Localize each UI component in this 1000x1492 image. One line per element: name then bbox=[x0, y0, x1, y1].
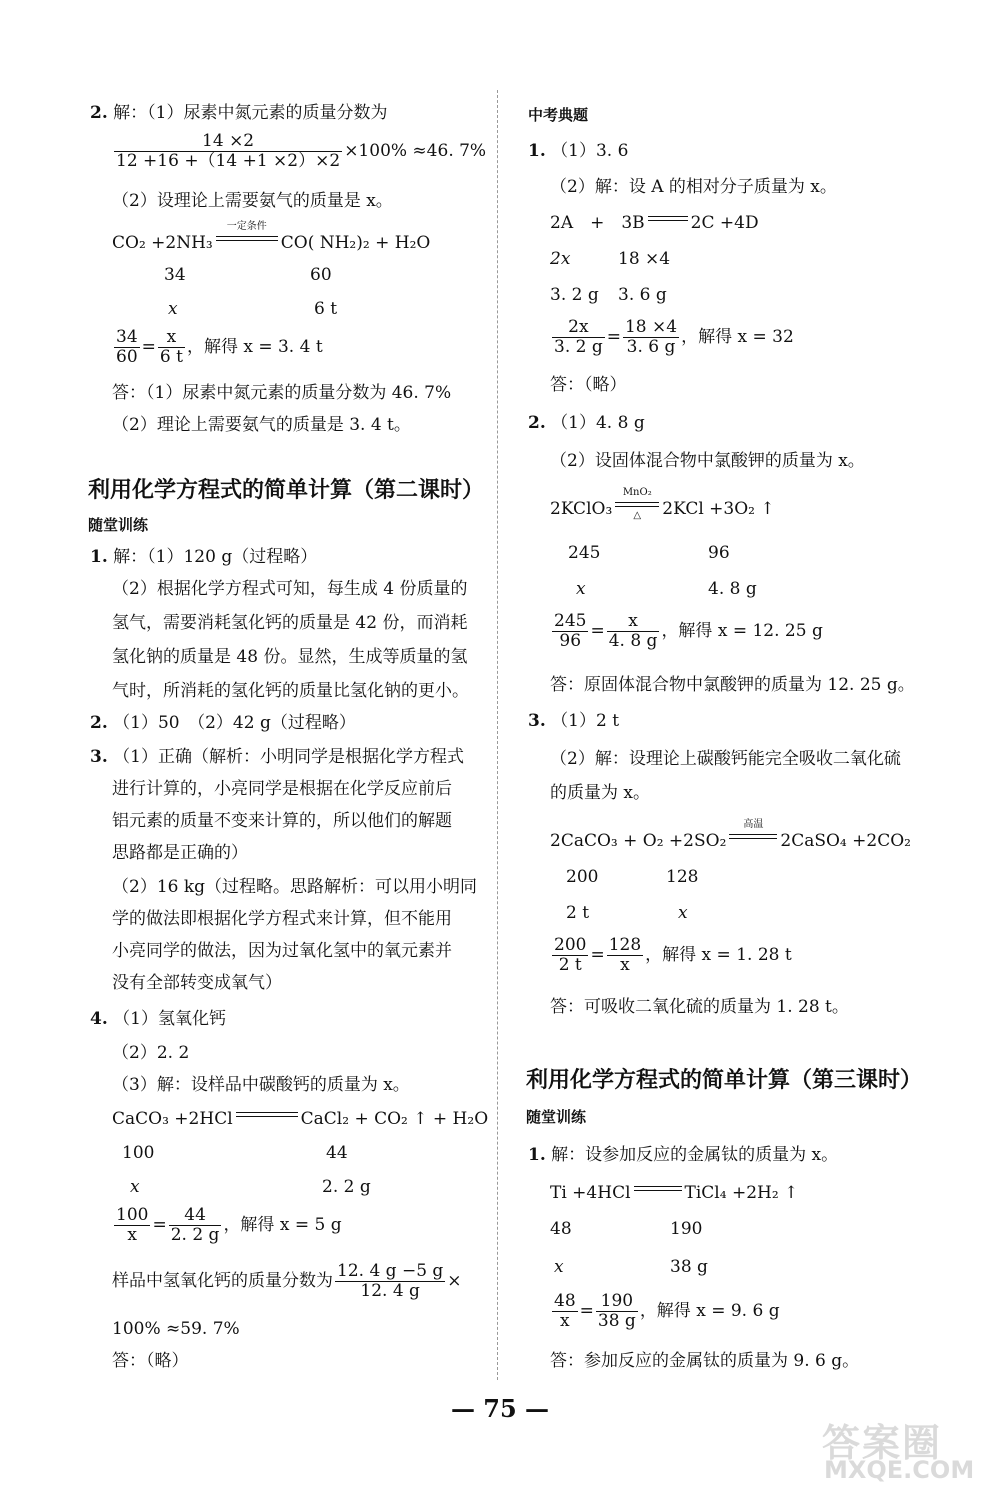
ratio-equation: $\frac{48}{x}$ = $\frac{190}{38 g}$ ，解得 x = 9. 6 g bbox=[554, 1291, 780, 1331]
question-2b: 2. （1）50 （2）42 g（过程略） bbox=[90, 713, 356, 733]
question-4-line1: 4. （1）氢氧化钙 bbox=[90, 1009, 226, 1029]
mass-value: 245 bbox=[568, 543, 601, 563]
answer-line: 答：（略） bbox=[112, 1351, 189, 1371]
mass-fraction-line: 样品中氢氧化钙的质量分数为 $\frac{12. 4 g -5 g}{12. 4 g}$ × bbox=[112, 1261, 462, 1301]
section-subtitle: 随堂训练 bbox=[88, 516, 149, 534]
mass-value: 48 bbox=[550, 1219, 572, 1239]
section-subtitle: 随堂训练 bbox=[526, 1108, 587, 1126]
ratio-equation: $\frac{34}{60}$ = $\frac{x}{6 t}$ ，解得 x = 3. 4 t bbox=[116, 327, 323, 367]
watermark-text: 答案圈 bbox=[822, 1421, 943, 1465]
answer-line: （2）理论上需要氨气的质量是 3. 4 t。 bbox=[112, 415, 411, 435]
text-line: 100% ≈59. 7% bbox=[112, 1319, 240, 1339]
column-divider bbox=[497, 90, 498, 1380]
text-line: （2）16 kg（过程略。思路解析：可以用小明同 bbox=[112, 877, 478, 897]
mass-value: 18 ×4 bbox=[618, 249, 671, 269]
question-2-line1: 2. 解：（1）尿素中氮元素的质量分数为 bbox=[90, 103, 388, 123]
question-1-line1: 1. （1）3. 6 bbox=[528, 141, 629, 161]
section-title: 利用化学方程式的简单计算（第二课时） bbox=[88, 478, 485, 503]
text-line: （2）根据化学方程式可知，每生成 4 份质量的 bbox=[112, 579, 468, 599]
mass-value: x bbox=[576, 579, 586, 599]
mass-value: 96 bbox=[708, 543, 730, 563]
text-line: 氢气，需要消耗氢化钙的质量是 42 份，而消耗 bbox=[112, 613, 468, 633]
answer-line: 答：可吸收二氧化硫的质量为 1. 28 t。 bbox=[550, 997, 849, 1017]
watermark-url: MXQE.COM bbox=[824, 1456, 975, 1484]
text-line: （3）解：设样品中碳酸钙的质量为 x。 bbox=[112, 1075, 410, 1095]
text-line: 思路都是正确的） bbox=[112, 843, 248, 863]
mass-value: 34 bbox=[164, 265, 186, 285]
mass-value: x bbox=[168, 299, 178, 319]
mass-value: 2x bbox=[550, 249, 571, 269]
text-line: 氢化钠的质量是 48 份。显然，生成等质量的氢 bbox=[112, 647, 468, 667]
text-line: 的质量为 x。 bbox=[550, 783, 650, 803]
text-line: 铝元素的质量不变来计算的，所以他们的解题 bbox=[112, 811, 452, 831]
mass-value: 2. 2 g bbox=[322, 1177, 371, 1197]
mass-value: 3. 6 g bbox=[618, 285, 667, 305]
mass-value: 2 t bbox=[566, 903, 590, 923]
mass-value: 128 bbox=[666, 867, 699, 887]
question-2-line1: 2. （1）4. 8 g bbox=[528, 413, 645, 433]
text-line: （2）解：设理论上碳酸钙能完全吸收二氧化硫 bbox=[550, 749, 901, 769]
equation-titanium: Ti +4HCl TiCl₄ +2H₂ ↑ bbox=[550, 1183, 799, 1203]
text-line: 进行计算的，小亮同学是根据在化学反应前后 bbox=[112, 779, 452, 799]
equation-calcium-carbonate: CaCO₃ +2HCl CaCl₂ + CO₂ ↑ + H₂O bbox=[112, 1109, 489, 1129]
page-number: — 75 — bbox=[450, 1394, 550, 1423]
text-line: 没有全部转变成氧气） bbox=[112, 973, 282, 993]
mass-value: 100 bbox=[122, 1143, 155, 1163]
mass-value: x bbox=[678, 903, 688, 923]
question-3-line1: 3. （1）2 t bbox=[528, 711, 620, 731]
mass-value: 6 t bbox=[314, 299, 338, 319]
equation-potassium-chlorate: 2KClO₃ MnO₂ △ 2KCl +3O₂ ↑ bbox=[550, 487, 775, 521]
text-line: 气时，所消耗的氢化钙的质量比氢化钠的更小。 bbox=[112, 681, 469, 701]
ratio-equation: $\frac{245}{96}$ = $\frac{x}{4. 8 g}$ ，解得 x = 12. 25 g bbox=[554, 611, 823, 651]
nitrogen-fraction: $\frac{14 \times 2}{12 +16 +(14 +1 \times 2)\times 2}$ ×100% ≈46. 7% bbox=[116, 131, 487, 171]
equation-calcium-sulfate: 2CaCO₃ + O₂ +2SO₂ 高温 2CaSO₄ +2CO₂ bbox=[550, 819, 911, 851]
mass-value: 3. 2 g bbox=[550, 285, 599, 305]
question-1-line1: 1. 解：设参加反应的金属钛的质量为 x。 bbox=[528, 1145, 839, 1165]
section-subtitle: 中考典题 bbox=[528, 106, 589, 124]
text-line: 学的做法即根据化学方程式来计算，但不能用 bbox=[112, 909, 452, 929]
mass-value: x bbox=[130, 1177, 140, 1197]
answer-line: 答：（略） bbox=[550, 375, 627, 395]
mass-value: 4. 8 g bbox=[708, 579, 757, 599]
watermark-logo bbox=[822, 1412, 992, 1486]
answer-line: 答：原固体混合物中氯酸钾的质量为 12. 25 g。 bbox=[550, 675, 915, 695]
equation-generic: 2A + 3B 2C +4D bbox=[550, 213, 759, 233]
text-line: 小亮同学的做法，因为过氧化氢中的氧元素并 bbox=[112, 941, 452, 961]
mass-value: 190 bbox=[670, 1219, 703, 1239]
equation-urea: CO₂ +2NH₃ 一定条件 CO( NH₂)₂ + H₂O bbox=[112, 221, 431, 253]
question-3-line1: 3. （1）正确（解析：小明同学是根据化学方程式 bbox=[90, 747, 464, 767]
ratio-equation: $\frac{2x}{3. 2 g}$ = $\frac{18 \times 4}{3. 6 g}$ ，解得 x = 32 bbox=[554, 317, 794, 357]
mass-value: 200 bbox=[566, 867, 599, 887]
section-title: 利用化学方程式的简单计算（第三课时） bbox=[526, 1068, 923, 1093]
question-2-part2: （2）设理论上需要氨气的质量是 x。 bbox=[112, 191, 393, 211]
mass-value: 44 bbox=[326, 1143, 348, 1163]
answer-line: 答：（1）尿素中氮元素的质量分数为 46. 7% bbox=[112, 383, 452, 403]
ratio-equation: $\frac{100}{x}$ = $\frac{44}{2. 2 g}$ ，解得 x = 5 g bbox=[116, 1205, 342, 1245]
mass-value: x bbox=[554, 1257, 564, 1277]
text-line: （2）设固体混合物中氯酸钾的质量为 x。 bbox=[550, 451, 865, 471]
ratio-equation: $\frac{200}{2 t}$ = $\frac{128}{x}$ ，解得 x = 1. 28 t bbox=[554, 935, 792, 975]
text-line: （2）解：设 A 的相对分子质量为 x。 bbox=[550, 177, 837, 197]
mass-value: 60 bbox=[310, 265, 332, 285]
mass-value: 38 g bbox=[670, 1257, 708, 1277]
text-line: （2）2. 2 bbox=[112, 1043, 190, 1063]
answer-line: 答：参加反应的金属钛的质量为 9. 6 g。 bbox=[550, 1351, 860, 1371]
question-1-line1: 1. 解：（1）120 g（过程略） bbox=[90, 547, 318, 567]
